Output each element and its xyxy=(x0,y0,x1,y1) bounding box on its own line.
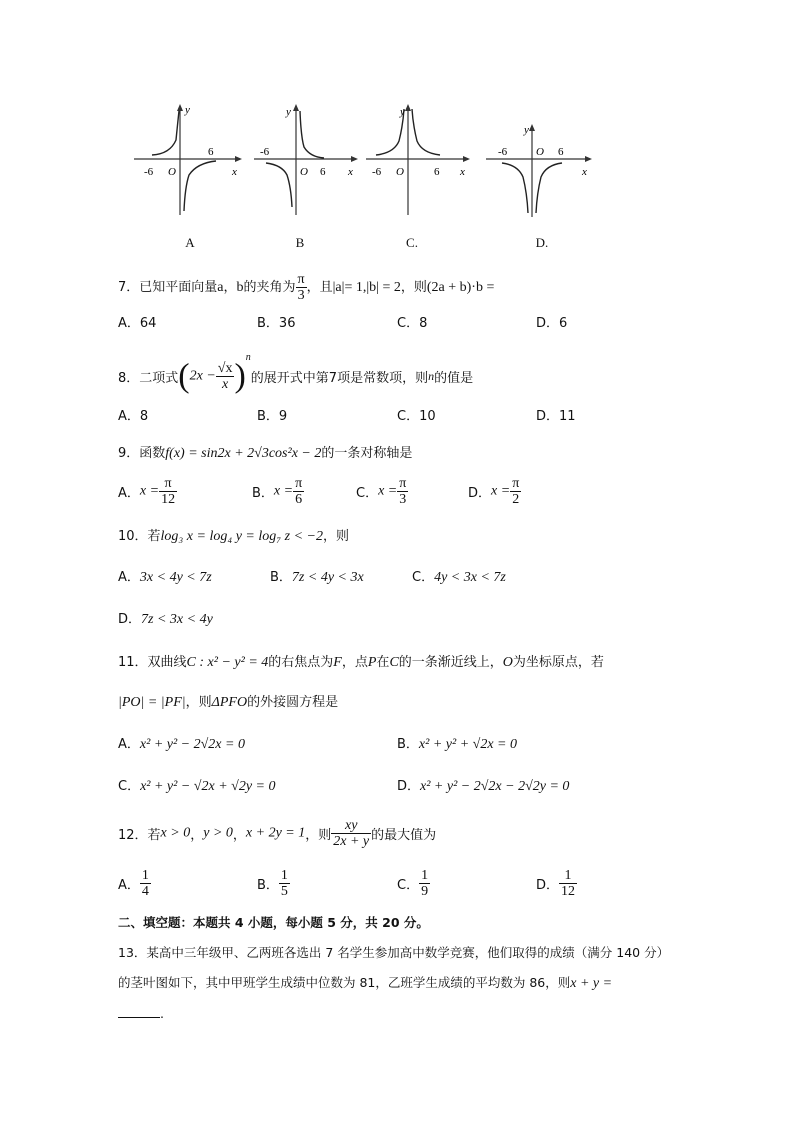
q8-prefix: 8．二项式 xyxy=(118,371,179,386)
q7-and: ，且 xyxy=(306,280,333,295)
q11-P: P xyxy=(367,655,377,670)
graph-b xyxy=(252,95,372,220)
q9-prefix: 9．函数 xyxy=(118,446,166,461)
q8-suffix: 的展开式中第7项是常数项，则 xyxy=(250,371,429,386)
q11-condition: |PO| = |PF| xyxy=(118,695,186,710)
q8-term: 2x − xyxy=(189,368,216,384)
q11-t6: ，则 xyxy=(185,695,212,710)
graph-c-tick-pos: 6 xyxy=(434,166,440,178)
q9-expression: f(x) = sin2x + 2√3cos²x − 2 xyxy=(165,446,322,461)
q9-option-b: B．x = $\frac{\pi}{6}$ xyxy=(252,476,303,507)
q7-expression: (2a + b)·b = xyxy=(426,280,495,295)
q7-angle-fraction: $\frac{\pi}{3}$ xyxy=(297,272,305,303)
q7-option-d: D．6 xyxy=(536,316,568,331)
graph-a-origin: O xyxy=(168,166,176,178)
question-7 xyxy=(118,272,494,303)
q13-expression: x + y = xyxy=(570,976,613,991)
q13-text: 13．某高中三年级甲、乙两班各选出 7 名学生参加高中数学竞赛，他们取得的成绩（满分 140 分）的茎叶图如下，其中甲班学生成绩中位数为 81，乙班学生成绩的平均数为 86，则 xyxy=(118,945,670,990)
graph-b-origin: O xyxy=(300,166,308,178)
q12-option-b: B． $\frac{1}{5}$ xyxy=(257,868,288,899)
q8-suffix2: 的值是 xyxy=(434,371,474,386)
q11-option-a: A．x² + y² − 2√2x = 0 xyxy=(118,737,245,752)
q12-c3: x + 2y = 1 xyxy=(245,825,306,841)
q12-c1: x > 0 xyxy=(160,825,191,841)
graph-c-y-label: y xyxy=(400,106,405,118)
q7-angle-text: 的夹角为 xyxy=(243,280,296,295)
question-8 xyxy=(118,352,473,396)
q8-fraction: $\frac{√x}{x}$ xyxy=(217,361,233,392)
q7-condition: |a|= 1,|b| = 2 xyxy=(332,280,401,295)
q11-O: O xyxy=(502,655,513,670)
q7-option-b: B．36 xyxy=(257,316,296,331)
q9-option-a: A．x = $\frac{\pi}{12}$ xyxy=(118,476,176,507)
q12-prefix: 12．若 xyxy=(118,828,161,843)
q12-s3: ，则 xyxy=(305,828,332,843)
q11-option-c: C．x² + y² − √2x + √2y = 0 xyxy=(118,779,276,794)
q8-rparen: ) xyxy=(234,357,246,395)
graph-c-x-label: x xyxy=(460,166,465,178)
q8-option-b: B．9 xyxy=(257,409,288,424)
q11-C: C xyxy=(389,655,399,670)
q9-option-d: D．x = $\frac{\pi}{2}$ xyxy=(468,476,520,507)
question-11-line1 xyxy=(118,651,604,671)
q10-option-a: A．3x < 4y < 7z xyxy=(118,570,212,585)
q10-option-c: C．4y < 3x < 7z xyxy=(412,570,506,585)
q7-vec-b: b xyxy=(236,280,244,295)
q11-prefix: 11．双曲线 xyxy=(118,655,187,670)
q13-answer-blank[interactable] xyxy=(118,1017,160,1018)
graph-a xyxy=(132,95,252,220)
q7-option-a: A．64 xyxy=(118,316,157,331)
q12-option-a: A． $\frac{1}{4}$ xyxy=(118,868,149,899)
q11-t5: 为坐标原点，若 xyxy=(512,655,604,670)
graph-caption-a: A xyxy=(185,235,195,250)
graph-c-tick-neg: -6 xyxy=(372,166,382,178)
section-fill-in-heading: 二、填空题：本题共 4 小题，每小题 5 分，共 20 分。 xyxy=(118,915,429,930)
q11-option-b: B．x² + y² + √2x = 0 xyxy=(397,737,517,752)
question-12 xyxy=(118,818,436,849)
q10-expression: log₃ x = log₄ y = log₇ z < −2 xyxy=(160,529,323,544)
q12-fraction: $\frac{xy}{2x + y}$ xyxy=(333,818,370,849)
graph-a-tick-neg: -6 xyxy=(144,166,154,178)
graph-caption-c: C. xyxy=(406,235,418,250)
question-9 xyxy=(118,442,412,462)
q8-n: n xyxy=(428,369,435,383)
q11-triangle: ΔPFO xyxy=(211,695,248,710)
graph-caption-b: B xyxy=(295,235,305,250)
q7-sep: ， xyxy=(223,280,237,295)
graph-a-x-label: x xyxy=(232,166,237,178)
q7-then: ，则 xyxy=(400,280,427,295)
q12-option-d: D． $\frac{1}{12}$ xyxy=(536,868,576,899)
q10-suffix: ，则 xyxy=(322,529,349,544)
q8-option-d: D．11 xyxy=(536,409,576,424)
graph-d xyxy=(484,95,604,220)
q9-suffix: 的一条对称轴是 xyxy=(321,446,413,461)
q11-t2: ，点 xyxy=(341,655,368,670)
q11-F: F xyxy=(333,655,342,670)
q11-t1: 的右焦点为 xyxy=(268,655,334,670)
q12-suffix: 的最大值为 xyxy=(371,828,437,843)
graph-a-y-label: y xyxy=(185,104,190,116)
q10-option-b: B．7z < 4y < 3x xyxy=(270,570,364,585)
q7-prefix: 7．已知平面向量 xyxy=(118,280,218,295)
q12-option-c: C． $\frac{1}{9}$ xyxy=(397,868,429,899)
graph-d-x-label: x xyxy=(582,166,587,178)
q10-prefix: 10．若 xyxy=(118,529,161,544)
q10-option-d: D．7z < 3x < 4y xyxy=(118,612,213,627)
graph-b-tick-pos: 6 xyxy=(320,166,326,178)
q13-end: . xyxy=(160,1006,164,1021)
q8-exponent: n xyxy=(245,352,251,363)
graph-b-y-label: y xyxy=(286,106,291,118)
graph-b-tick-neg: -6 xyxy=(260,146,270,158)
q12-c2: y > 0 xyxy=(203,825,233,841)
graph-d-tick-neg: -6 xyxy=(498,146,508,158)
question-11-line2 xyxy=(118,691,338,711)
q7-vec-a: a xyxy=(217,280,224,295)
q8-option-c: C．10 xyxy=(397,409,436,424)
q11-hyperbola: C : x² − y² = 4 xyxy=(186,655,269,670)
q12-s1: ， xyxy=(190,828,204,843)
q9-option-c: C．x = $\frac{\pi}{3}$ xyxy=(356,476,407,507)
graph-a-tick-pos: 6 xyxy=(208,146,214,158)
q8-lparen: ( xyxy=(178,357,190,395)
question-10 xyxy=(118,525,349,545)
graph-c-origin: O xyxy=(396,166,404,178)
graph-d-origin: O xyxy=(536,146,544,158)
q11-option-d: D．x² + y² − 2√2x − 2√2y = 0 xyxy=(397,779,570,794)
q7-option-c: C．8 xyxy=(397,316,428,331)
question-13 xyxy=(118,938,678,1029)
q11-t4: 的一条渐近线上， xyxy=(398,655,503,670)
graph-caption-d: D. xyxy=(535,235,549,250)
q11-t3: 在 xyxy=(376,655,390,670)
function-graphs xyxy=(120,95,600,255)
q11-t7: 的外接圆方程是 xyxy=(247,695,339,710)
q8-option-a: A．8 xyxy=(118,409,149,424)
q12-s2: ， xyxy=(232,828,246,843)
graph-c xyxy=(364,95,484,220)
graph-d-tick-pos: 6 xyxy=(558,146,564,158)
graph-b-x-label: x xyxy=(348,166,353,178)
graph-d-y-label: y xyxy=(524,124,529,136)
